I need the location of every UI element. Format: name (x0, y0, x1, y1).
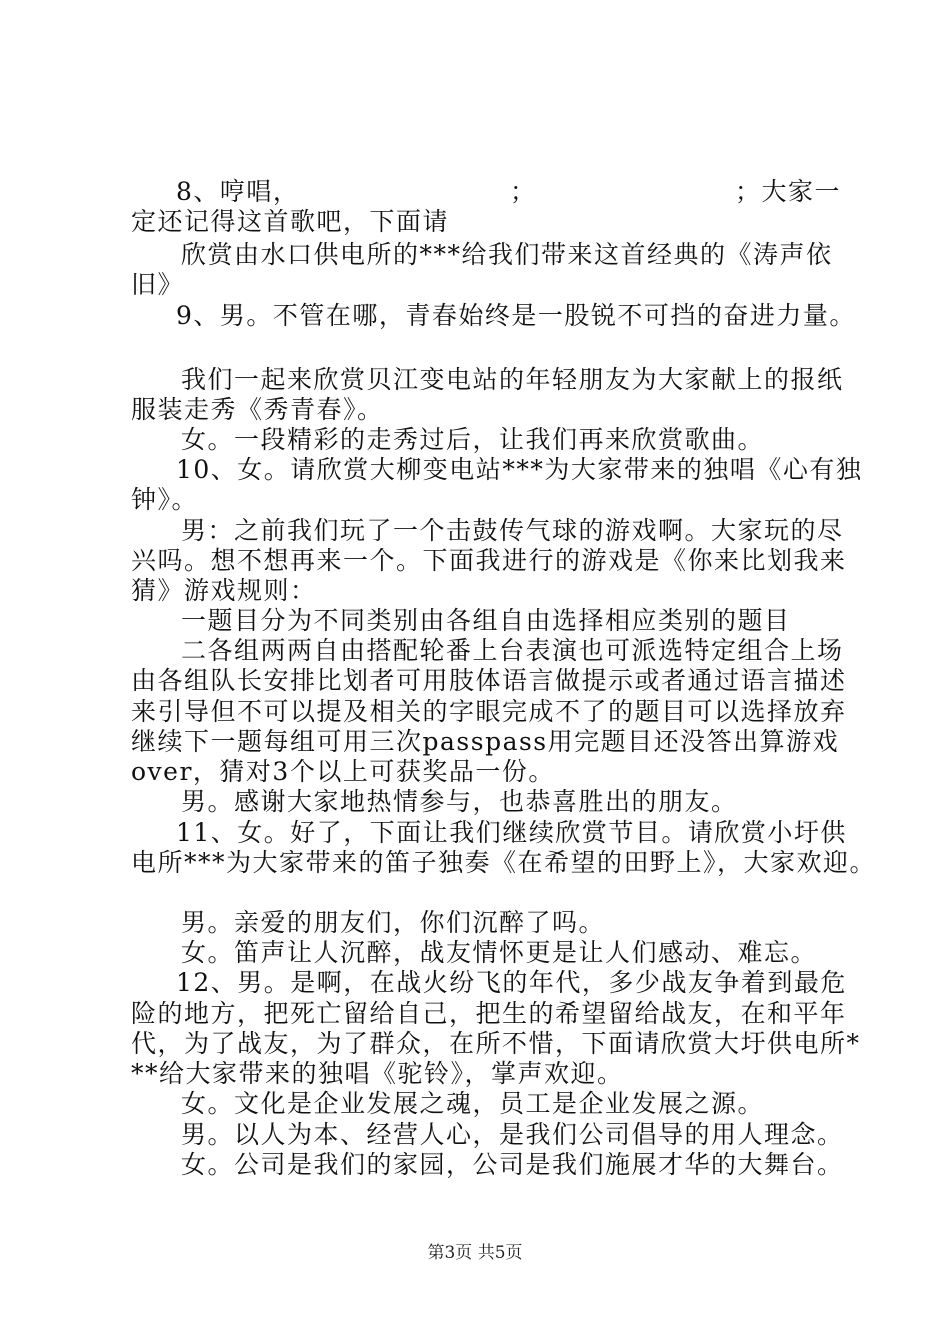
text-line: 来引导但不可以提及相关的字眼完成不了的题目可以选择放弃 (131, 697, 847, 726)
text-line: 9、男。不管在哪，青春始终是一股锐不可挡的奋进力量。 (176, 301, 856, 330)
text-line: 旧》 (131, 270, 185, 299)
text-line: 由各组队长安排比划者可用肢体语言做提示或者通过语言描述 (131, 666, 847, 695)
text-line: 钟》。 (131, 485, 199, 514)
text-line: **给大家带来的独唱《驼铃》，掌声欢迎。 (131, 1059, 624, 1088)
text-line: 8、哼唱， (176, 177, 300, 206)
text-line: 男：之前我们玩了一个击鼓传气球的游戏啊。大家玩的尽 (181, 516, 844, 545)
text-line: 10、女。请欣赏大柳变电站***为大家带来的独唱《心有独 (176, 455, 863, 484)
text-line: ； (510, 177, 537, 206)
text-line: 定还记得这首歌吧，下面请 (131, 207, 450, 236)
text-line: 女。一段精彩的走秀过后，让我们再来欣赏歌曲。 (181, 425, 765, 454)
text-line: 电所***为大家带来的笛子独奏《在希望的田野上》，大家欢迎。 (131, 848, 877, 877)
text-line: over，猜对3个以上可获奖品一份。 (131, 757, 555, 786)
text-line: 险的地方，把死亡留给自己，把生的希望留给战友，在和平年 (131, 999, 847, 1028)
text-line: 一题目分为不同类别由各组自由选择相应类别的题目 (181, 606, 791, 635)
text-line: 女。公司是我们的家园，公司是我们施展才华的大舞台。 (181, 1150, 844, 1179)
text-line: 兴吗。想不想再来一个。下面我进行的游戏是《你来比划我来 (131, 546, 847, 575)
text-line: 欣赏由水口供电所的***给我们带来这首经典的《涛声依 (181, 240, 833, 269)
text-line: 女。笛声让人沉醉，战友情怀更是让人们感动、难忘。 (181, 938, 818, 967)
text-line: 二各组两两自由搭配轮番上台表演也可派选特定组合上场 (181, 636, 844, 665)
text-line: 继续下一题每组可用三次passpass用完题目还没答出算游戏 (131, 727, 840, 756)
text-line: 代，为了战友，为了群众，在所不惜，下面请欣赏大圩供电所* (131, 1029, 861, 1058)
text-line: 我们一起来欣赏贝江变电站的年轻朋友为大家献上的报纸 (181, 365, 844, 394)
text-line: 男。以人为本、经营人心，是我们公司倡导的用人理念。 (181, 1120, 844, 1149)
text-line: ；大家一 (735, 177, 842, 206)
text-line: 男。亲爱的朋友们，你们沉醉了吗。 (181, 908, 606, 937)
text-line: 服装走秀《秀青春》。 (131, 395, 384, 424)
text-line: 女。文化是企业发展之魂，员工是企业发展之源。 (181, 1089, 765, 1118)
text-line: 猜》游戏规则： (131, 576, 317, 605)
text-line: 12、男。是啊，在战火纷飞的年代，多少战友争着到最危 (176, 968, 847, 997)
page-footer: 第3页 共5页 (427, 1243, 523, 1263)
text-line: 11、女。好了，下面让我们继续欣赏节目。请欣赏小圩供 (176, 818, 847, 847)
text-line: 男。感谢大家地热情参与，也恭喜胜出的朋友。 (181, 787, 738, 816)
